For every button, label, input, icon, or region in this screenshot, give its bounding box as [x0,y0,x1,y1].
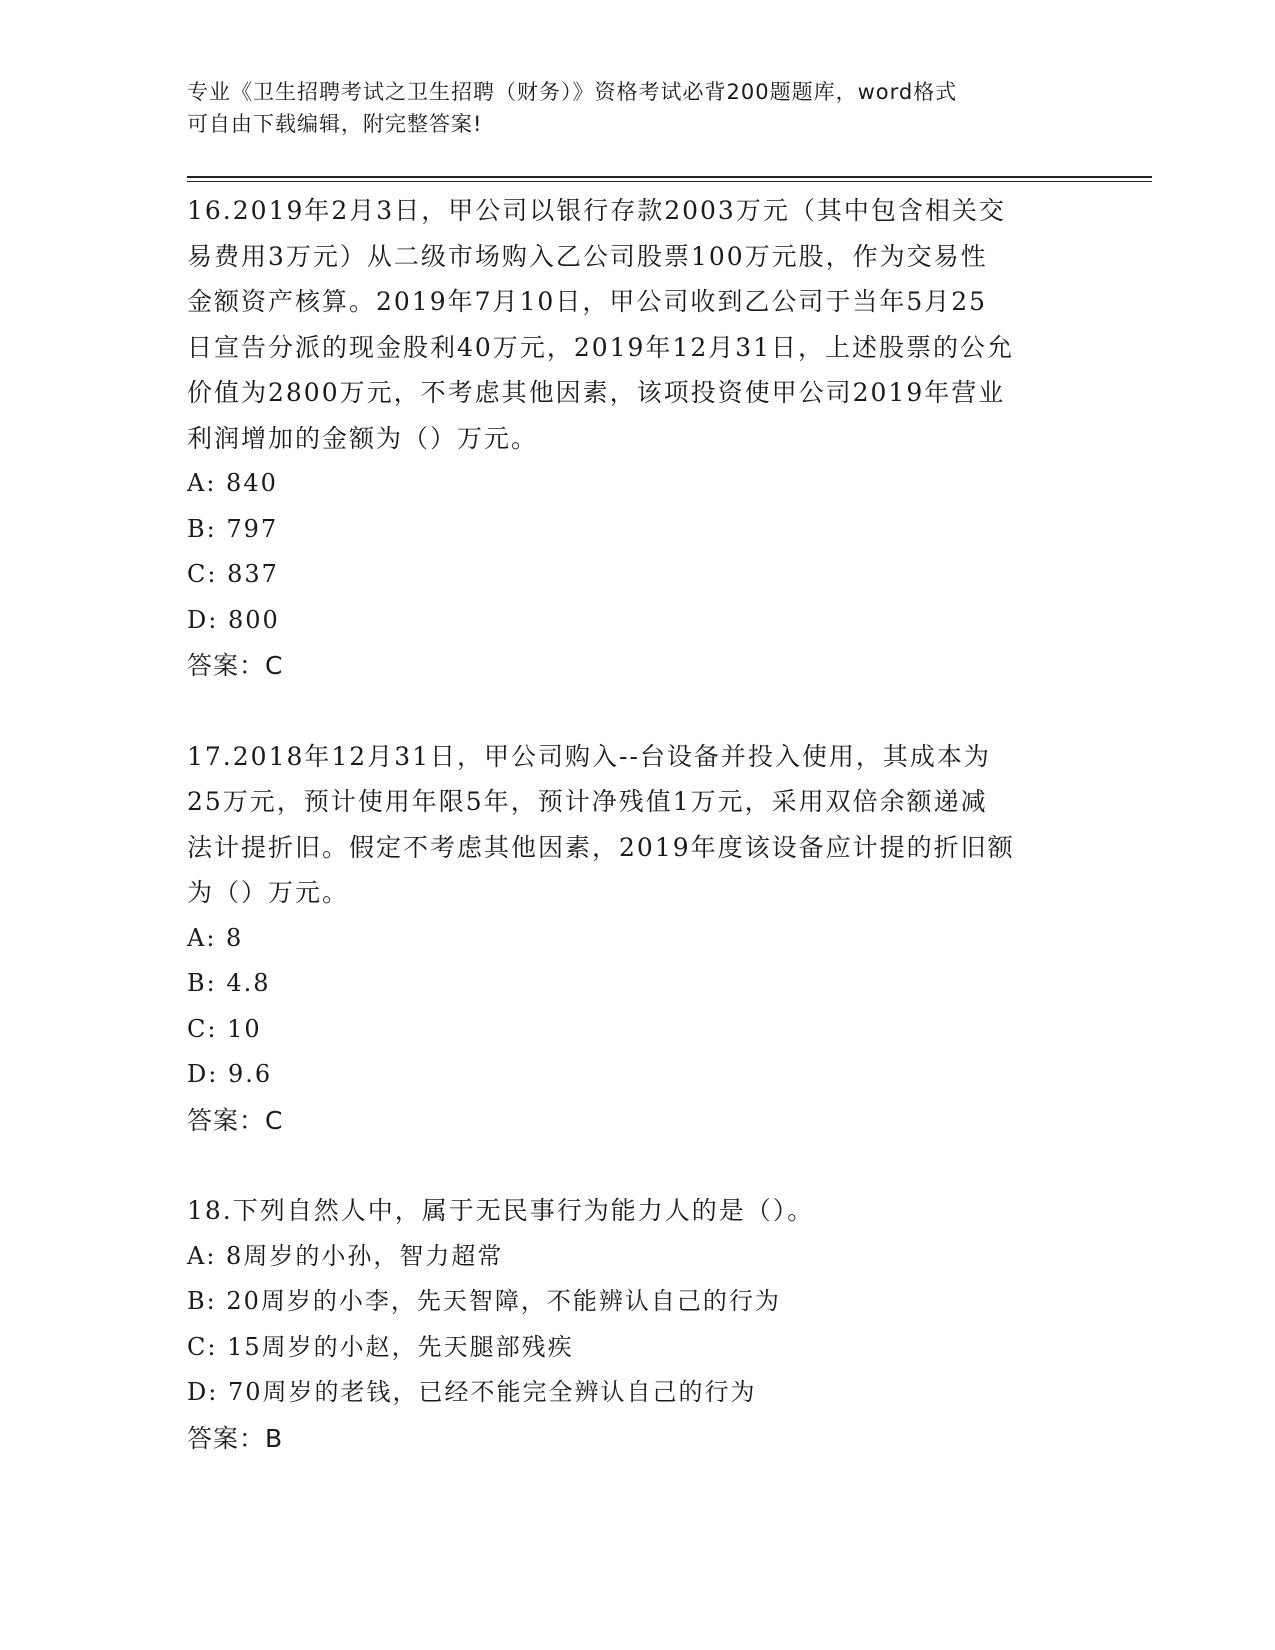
option-d: D: 800 [187,605,280,634]
question-text-line: 易费用3万元）从二级市场购入乙公司股票100万元股，作为交易性 [187,241,988,271]
option-a: A: 8周岁的小孙，智力超常 [187,1241,504,1270]
question-16 [187,188,1087,689]
header-line: 专业《卫生招聘考试之卫生招聘（财务）》资格考试必背200题题库，word格式 [187,80,958,104]
option-c: C: 15周岁的小赵，先天腿部残疾 [187,1332,574,1361]
document-header [187,76,1087,140]
answer-line: 答案：B [187,1423,284,1453]
header-divider-thin [187,181,1152,182]
question-text-line: 17.2018年12月31日，甲公司购入--台设备并投入使用，其成本为 [187,741,991,771]
header-divider-thick [187,176,1152,178]
question-text-line: 日宣告分派的现金股利40万元，2019年12月31日，上述股票的公允 [187,332,1015,362]
answer-line: 答案：C [187,651,284,680]
question-text-line: 18.下列自然人中，属于无民事行为能力人的是（）。 [187,1196,815,1225]
question-text-line: 25万元，预计使用年限5年，预计净残值1万元，采用双倍余额递减 [187,787,988,816]
option-d: D: 9.6 [187,1060,273,1088]
option-b: B: 20周岁的小李，先天智障，不能辨认自己的行为 [187,1287,781,1315]
question-17 [187,734,1087,1144]
question-list [187,188,1087,1506]
question-text-line: 16.2019年2月3日，甲公司以银行存款2003万元（其中包含相关交 [187,196,1006,225]
question-18 [187,1188,1087,1461]
question-text-line: 价值为2800万元，不考虑其他因素，该项投资使甲公司2019年营业 [187,378,1006,407]
option-b: B: 797 [187,514,279,543]
option-a: A: 840 [187,469,278,497]
question-text-line: 利润增加的金额为（）万元。 [187,423,539,453]
question-text-line: 金额资产核算。2019年7月10日，甲公司收到乙公司于当年5月25 [187,287,988,316]
answer-line: 答案：C [187,1105,284,1135]
header-line: 可自由下载编辑，附完整答案! [187,112,483,136]
question-text-line: 法计提折旧。假定不考虑其他因素，2019年度该设备应计提的折旧额 [187,832,1015,862]
option-a: A: 8 [187,923,244,952]
question-text-line: 为（）万元。 [187,878,350,907]
option-d: D: 70周岁的老钱，已经不能完全辨认自己的行为 [187,1378,757,1406]
option-b: B: 4.8 [187,969,271,997]
option-c: C: 837 [187,560,279,588]
option-c: C: 10 [187,1014,262,1043]
